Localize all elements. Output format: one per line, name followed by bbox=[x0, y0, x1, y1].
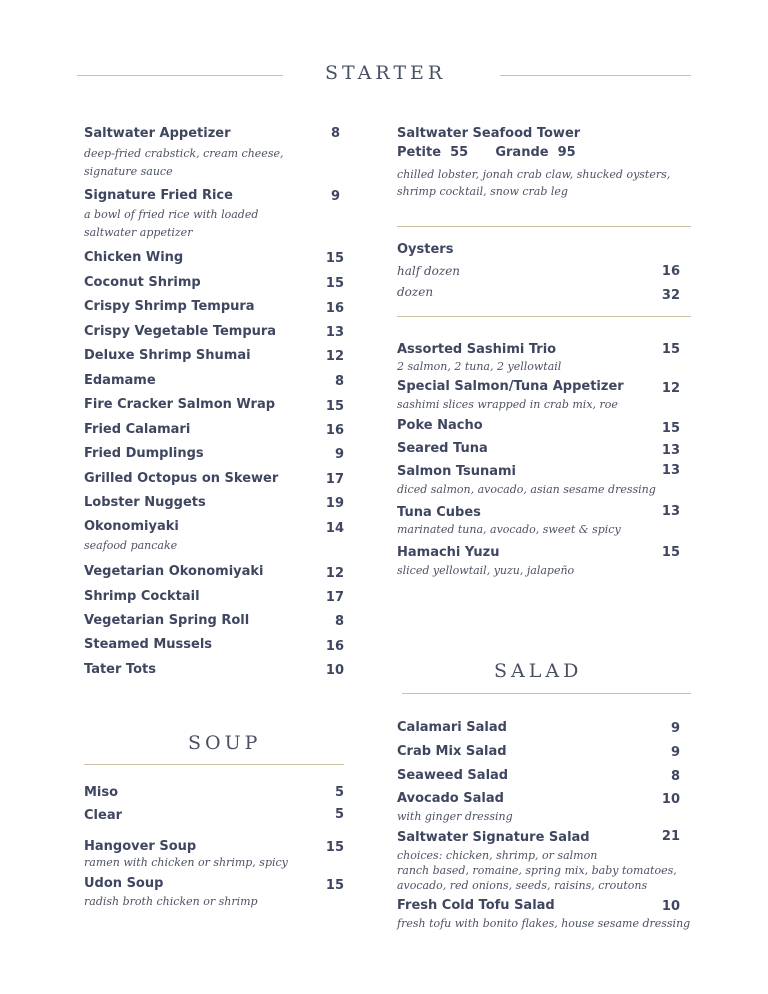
divider bbox=[397, 316, 691, 317]
menu-item-price: 13 bbox=[325, 325, 344, 340]
menu-item-price: 10 bbox=[661, 792, 680, 807]
menu-item-name: Saltwater Signature Salad bbox=[397, 830, 590, 845]
oysters-name: Oysters bbox=[397, 242, 454, 257]
oyster-option-label: dozen bbox=[397, 285, 434, 299]
menu-item-price: 17 bbox=[325, 590, 344, 605]
menu-item-price: 15 bbox=[661, 545, 680, 560]
soup-rule bbox=[84, 764, 344, 765]
menu-item-name: Chicken Wing bbox=[84, 250, 184, 265]
divider bbox=[397, 226, 691, 227]
menu-item-price: 15 bbox=[325, 878, 344, 893]
menu-item-desc: a bowl of fried rice with loaded bbox=[84, 208, 259, 221]
menu-item-price: 8 bbox=[330, 126, 340, 141]
menu-item-price: 8 bbox=[334, 614, 344, 629]
menu-item-desc: sliced yellowtail, yuzu, jalapeño bbox=[397, 564, 575, 577]
menu-item-price: 13 bbox=[661, 504, 680, 519]
menu-item-price: 12 bbox=[325, 566, 344, 581]
menu-item-price: 5 bbox=[334, 807, 344, 822]
menu-item-price: 15 bbox=[325, 840, 344, 855]
menu-item-price: 15 bbox=[325, 276, 344, 291]
menu-item-price: 12 bbox=[661, 381, 680, 396]
menu-item-name: Assorted Sashimi Trio bbox=[397, 342, 557, 357]
menu-item-desc: ramen with chicken or shrimp, spicy bbox=[84, 856, 288, 869]
oyster-option-price: 32 bbox=[661, 288, 680, 303]
menu-item-price: 15 bbox=[661, 342, 680, 357]
menu-item-desc: sashimi slices wrapped in crab mix, roe bbox=[397, 398, 618, 411]
menu-item-desc: deep-fried crabstick, cream cheese, bbox=[84, 147, 284, 160]
salad-rule bbox=[402, 693, 691, 694]
menu-item-name: Hangover Soup bbox=[84, 839, 197, 854]
starter-heading: STARTER bbox=[325, 62, 447, 84]
menu-item-price: 21 bbox=[661, 829, 680, 844]
menu-item-price: 15 bbox=[325, 251, 344, 266]
menu-item-name: Fresh Cold Tofu Salad bbox=[397, 898, 555, 913]
menu-item-desc: with ginger dressing bbox=[397, 810, 513, 823]
menu-item-name: Deluxe Shrimp Shumai bbox=[84, 348, 251, 363]
menu-item-name: Salmon Tsunami bbox=[397, 464, 517, 479]
menu-item-name: Okonomiyaki bbox=[84, 519, 179, 534]
menu-item-name: Saltwater Appetizer bbox=[84, 126, 231, 141]
menu-item-desc: seafood pancake bbox=[84, 539, 178, 552]
menu-item-price: 9 bbox=[330, 189, 340, 204]
menu-item-name: Hamachi Yuzu bbox=[397, 545, 500, 560]
menu-item-desc: diced salmon, avocado, asian sesame dressing bbox=[397, 483, 656, 496]
menu-item-name: Crispy Vegetable Tempura bbox=[84, 324, 277, 339]
oyster-option-price: 16 bbox=[661, 264, 680, 279]
menu-item-price: 13 bbox=[661, 443, 680, 458]
menu-item-name: Seared Tuna bbox=[397, 441, 488, 456]
menu-item-price: 12 bbox=[325, 349, 344, 364]
menu-item-name: Calamari Salad bbox=[397, 720, 507, 735]
menu-item-price: 14 bbox=[325, 521, 344, 536]
soup-heading: SOUP bbox=[188, 732, 262, 754]
menu-item-price: 8 bbox=[334, 374, 344, 389]
menu-item-price: 9 bbox=[670, 721, 680, 736]
menu-item-price: 16 bbox=[325, 639, 344, 654]
menu-item-price: 9 bbox=[670, 745, 680, 760]
menu-item-name: Vegetarian Okonomiyaki bbox=[84, 564, 264, 579]
menu-item-name: Edamame bbox=[84, 373, 156, 388]
menu-item-name: Seaweed Salad bbox=[397, 768, 509, 783]
menu-item-name: Tater Tots bbox=[84, 662, 156, 677]
menu-item-desc: 2 salmon, 2 tuna, 2 yellowtail bbox=[397, 360, 562, 373]
menu-item-name: Miso bbox=[84, 785, 119, 800]
menu-item-price: 13 bbox=[661, 463, 680, 478]
menu-item-desc: choices: chicken, shrimp, or salmon bbox=[397, 849, 598, 862]
menu-item-name: Poke Nacho bbox=[397, 418, 483, 433]
menu-item-price: 19 bbox=[325, 496, 344, 511]
salad-heading: SALAD bbox=[494, 660, 583, 682]
menu-item-name: Steamed Mussels bbox=[84, 637, 213, 652]
menu-item-name: Crab Mix Salad bbox=[397, 744, 507, 759]
menu-item-price: 9 bbox=[334, 447, 344, 462]
tower-desc: chilled lobster, jonah crab claw, shucked oysters, bbox=[397, 168, 671, 181]
menu-item-desc: ranch based, romaine, spring mix, baby tomatoes, bbox=[397, 864, 677, 877]
menu-item-name: Shrimp Cocktail bbox=[84, 589, 200, 604]
menu-item-price: 8 bbox=[670, 769, 680, 784]
menu-item-name: Signature Fried Rice bbox=[84, 188, 233, 203]
menu-item-name: Avocado Salad bbox=[397, 791, 504, 806]
menu-item-name: Fried Dumplings bbox=[84, 446, 204, 461]
menu-item-name: Crispy Shrimp Tempura bbox=[84, 299, 255, 314]
menu-item-price: 15 bbox=[661, 421, 680, 436]
menu-item-name: Special Salmon/Tuna Appetizer bbox=[397, 379, 624, 394]
tower-sizes: Petite 55 Grande 95 bbox=[397, 145, 576, 160]
menu-item-desc: marinated tuna, avocado, sweet & spicy bbox=[397, 523, 621, 536]
menu-item-price: 10 bbox=[325, 663, 344, 678]
menu-item-name: Tuna Cubes bbox=[397, 505, 481, 520]
menu-item-name: Lobster Nuggets bbox=[84, 495, 206, 510]
menu-item-name: Grilled Octopus on Skewer bbox=[84, 471, 279, 486]
menu-item-name: Fire Cracker Salmon Wrap bbox=[84, 397, 276, 412]
menu-item-name: Vegetarian Spring Roll bbox=[84, 613, 250, 628]
menu-item-price: 5 bbox=[334, 785, 344, 800]
starter-rule-left bbox=[77, 75, 283, 76]
menu-item-price: 17 bbox=[325, 472, 344, 487]
tower-desc: shrimp cocktail, snow crab leg bbox=[397, 185, 568, 198]
menu-item-price: 10 bbox=[661, 899, 680, 914]
menu-item-desc: fresh tofu with bonito flakes, house sesame dressing bbox=[397, 917, 691, 930]
menu-item-name: Fried Calamari bbox=[84, 422, 191, 437]
oyster-option-label: half dozen bbox=[397, 264, 461, 278]
menu-item-name: Clear bbox=[84, 808, 122, 823]
menu-item-name: Coconut Shrimp bbox=[84, 275, 201, 290]
menu-item-desc: avocado, red onions, seeds, raisins, croutons bbox=[397, 879, 648, 892]
starter-rule-right bbox=[500, 75, 691, 76]
menu-item-desc: radish broth chicken or shrimp bbox=[84, 895, 258, 908]
menu-item-price: 16 bbox=[325, 301, 344, 316]
menu-item-price: 15 bbox=[325, 399, 344, 414]
menu-item-desc: saltwater appetizer bbox=[84, 226, 193, 239]
menu-item-desc: signature sauce bbox=[84, 165, 173, 178]
menu-item-price: 16 bbox=[325, 423, 344, 438]
tower-name: Saltwater Seafood Tower bbox=[397, 126, 581, 141]
menu-item-name: Udon Soup bbox=[84, 876, 164, 891]
